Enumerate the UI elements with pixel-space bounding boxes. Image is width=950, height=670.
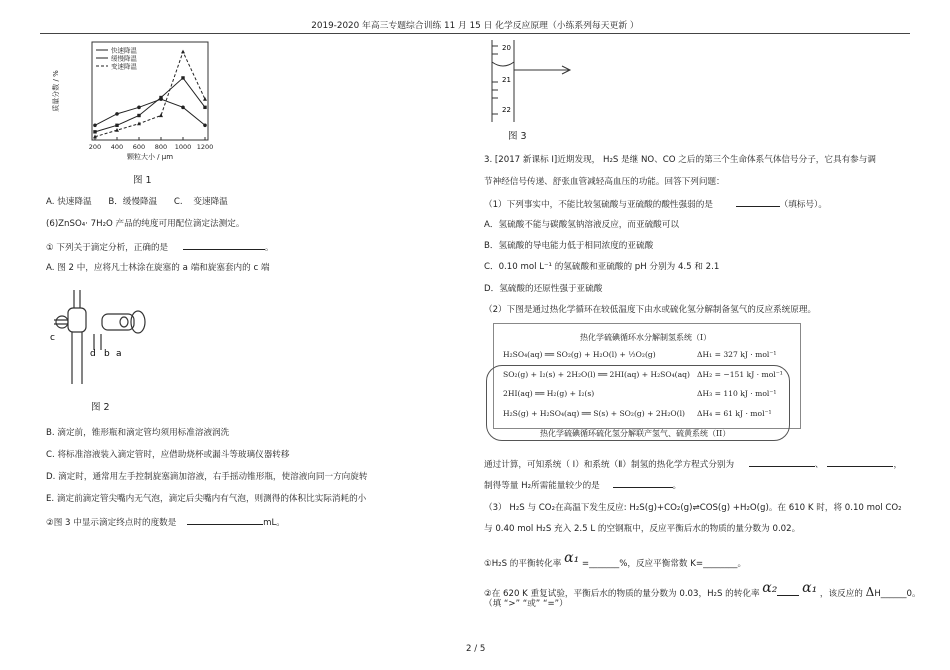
q3-part1-blank[interactable] [736,197,780,207]
series-line-1 [95,99,205,125]
q3-part3-item2-tail: H______0。 [874,589,921,599]
q6-option-a: A. 图 2 中，应将凡士林涂在旋塞的 a 端和旋塞套内的 c 端 [46,263,270,273]
series-3-point [203,97,207,101]
q3-part1-tail: （填标号）。 [779,200,827,210]
figure1-caption: 图 1 [133,175,152,186]
series-2-point [181,76,184,79]
figure1-chart [48,36,218,161]
q6-part1-blank[interactable] [183,240,265,250]
series-2-point [203,106,206,109]
tick-20: 20 [502,44,511,52]
q5-option-c: C. [173,197,183,207]
q6-part1-text: ① 下列关于滴定分析，正确的是 [46,243,169,253]
q3-part3-item2-text: ②在 620 K 重复试验，平衡后水的物质的量分数为 0.03，H₂S 的转化率 [484,589,760,599]
page-number: 2 / 5 [466,644,486,654]
alpha1-symbol: α₁ [564,550,580,566]
y-axis-label: 质量分数 / % [52,70,60,112]
x-tick-label: 400 [110,143,124,151]
calc-blank-system-ii[interactable] [827,457,893,467]
series-2-point [115,124,118,127]
equation-2: SO₂(g) + I₂(s) + 2H₂O(l) ══ 2HI(aq) + H₂SO₄(aq) [503,370,690,379]
series-3-point [115,128,119,132]
label-c: c [50,333,55,343]
series-3-point [181,50,185,54]
q5-option-c-text: 变速降温 [193,197,228,207]
q6-part2 [46,515,285,529]
label-d: d [90,349,96,359]
stopcock-body [68,308,86,332]
calc-line2: 制得等量 H₂所需能量较少的是 。 [484,478,681,492]
calc-blank-system-i[interactable] [749,457,815,467]
q6-part2-unit: mL。 [263,518,285,528]
alpha2-symbol: α₂ [762,580,778,596]
q6-part2-blank[interactable] [187,515,263,525]
q3-part1-text: （1）下列事实中，不能比较氢硫酸与亚硫酸的酸性强弱的是 [484,200,713,210]
q3-option-c: C．0.10 mol L⁻¹ 的氢硫酸和亚硫酸的 pH 分别为 4.5 和 2.1 [484,262,720,272]
delta-h-4: ΔH₄ = 61 kJ · mol⁻¹ [697,409,772,418]
q3-part3-item1 [484,552,746,570]
q3-part3-line2: 与 0.40 mol H₂S 充入 2.5 L 的空钢瓶中，反应平衡后水的物质的量分数为 0.02。 [484,524,801,534]
series-1-point [137,106,141,110]
plug-hole [120,317,128,327]
delta-h-1: ΔH₁ = 327 kJ · mol⁻¹ [697,350,777,359]
calc-line1-text: 通过计算，可知系统（ Ⅰ）和系统（Ⅱ）制氢的热化学方程式分别为 [484,460,735,470]
q5-options [46,196,276,208]
plot-frame [92,42,208,140]
q3-option-b: B．氢硫酸的导电能力低于相同浓度的亚硫酸 [484,241,654,251]
series-3-point [159,113,163,117]
series-1-point [181,106,185,110]
q6-part1: ① 下列关于滴定分析，正确的是 。 [46,240,274,254]
q3-option-a: A．氢硫酸不能与碳酸氢钠溶液反应，而亚硫酸可以 [484,220,679,230]
system-i-title: 热化学硫碘循环水分解制氢系统（I） [580,333,712,342]
q6-part2-text: ②图 3 中显示滴定终点时的度数是 [46,518,177,528]
system-ii-title: 热化学硫碘循环硫化氢分解联产氢气、硫黄系统（II） [540,429,731,438]
q3-part1 [484,197,827,211]
q3-part3-item1-text: ①H₂S 的平衡转化率 [484,559,562,569]
q3-part3-note: （填 “>” “或” “=”） [484,599,568,609]
x-tick-label: 200 [88,143,102,151]
series-2-point [93,130,96,133]
alpha1b-symbol: α₁ [802,580,818,596]
q6-option-b: B. 滴定前，锥形瓶和滴定管均须用标准溶液润洗 [46,428,230,438]
figure2-caption: 图 2 [91,402,110,413]
series-1-point [93,124,97,128]
figure3-caption: 图 3 [508,131,527,142]
q6-option-e: E. 滴定前滴定管尖嘴内无气泡，滴定后尖嘴内有气泡，则测得的体积比实际消耗的小 [46,494,367,504]
series-1-point [115,112,119,116]
series-2-point [137,114,140,117]
equation-3: 2HI(aq) ══ H₂(g) + I₂(s) [503,389,595,398]
q3-part2: （2）下图是通过热化学循环在较低温度下由水或硫化氢分解制备氢气的反应系统原理。 [484,305,817,315]
series-2-point [159,96,162,99]
minor-ticks [492,46,498,114]
calc-line2-text: 制得等量 H₂所需能量较少的是 [484,481,600,491]
q3-option-d: D．氢硫酸的还原性强于亚硫酸 [484,284,603,294]
delta-h-2: ΔH₂ = −151 kJ · mol⁻¹ [697,370,783,379]
meniscus [492,62,514,66]
x-tick-label: 1200 [196,143,214,151]
q3-part3-line1: （3） H₂S 与 CO₂在高温下发生反应: H₂S(g)+CO₂(g)⇌COS(g) +H₂O(g)。在 610 K 时，将 0.10 mol CO₂ [484,503,902,513]
series-line-2 [95,78,205,132]
q3-line1: 3. [2017 新课标 Ⅰ]近期发现， H₂S 是继 NO、CO 之后的第三个生命体系气体信号分子，它具有参与调 [484,155,876,165]
compare-blank-1[interactable] [777,586,799,596]
x-tick-label: 600 [132,143,146,151]
delta-symbol: Δ [865,585,875,599]
q3-part3-item1-tail: =_______%，反应平衡常数 K=________。 [581,559,747,569]
legend-label-2: 缓慢降温 [111,54,137,63]
q5-option-b: B．缓慢降温 [108,197,158,207]
q6-option-c: C. 将标准溶液装入滴定管时，应借助烧杯或漏斗等玻璃仪器转移 [46,450,290,460]
series-1-point [203,124,207,128]
legend-label-3: 变速降温 [111,62,137,71]
tick-22: 22 [502,106,511,114]
label-b: b [104,349,110,359]
label-a: a [116,349,122,359]
delta-h-3: ΔH₃ = 110 kJ · mol⁻¹ [697,389,777,398]
x-tick-label: 800 [154,143,168,151]
burette-tube-top [74,290,80,308]
page-header: 2019-2020 年高三专题综合训练 11 月 15 日 化学反应原理（小练系列每天更新 ） [311,21,639,31]
q6-intro: (6)ZnSO₄· 7H₂O 产品的纯度可用配位滴定法测定。 [46,219,245,229]
figure3-diagram [488,38,588,128]
x-axis-label: 颗粒大小 / μm [126,153,174,161]
calc-blank-less-energy[interactable] [613,478,673,488]
figure2-diagram [48,284,158,389]
calc-line1: 通过计算，可知系统（ Ⅰ）和系统（Ⅱ）制氢的热化学方程式分别为 、 ， [484,457,902,471]
stopcock-knob [56,316,68,328]
plug-handle [131,311,145,333]
q3-part3-item2-mid: ，该反应的 [819,589,863,599]
q5-option-a: A. 快速降温 [46,197,92,207]
tick-21: 21 [502,76,511,84]
equation-4: H₂S(g) + H₂SO₄(aq) ══ S(s) + SO₂(g) + 2H₂O(l) [503,409,686,418]
q3-line2: 节神经信号传递、舒张血管减轻高血压的功能。回答下列问题： [484,177,725,187]
label-leaders [94,334,101,350]
burette-tube-bottom [72,332,82,384]
header-rule [40,33,910,34]
legend-label-1: 快速降温 [111,46,137,55]
x-tick-label: 1000 [174,143,192,151]
q6-option-d: D. 滴定时，通常用左手控制旋塞滴加溶液，右手摇动锥形瓶，使溶液向同一方向旋转 [46,472,368,482]
equation-1: H₂SO₄(aq) ══ SO₂(g) + H₂O(l) + ½O₂(g) [503,350,656,359]
plug-body [102,314,134,330]
